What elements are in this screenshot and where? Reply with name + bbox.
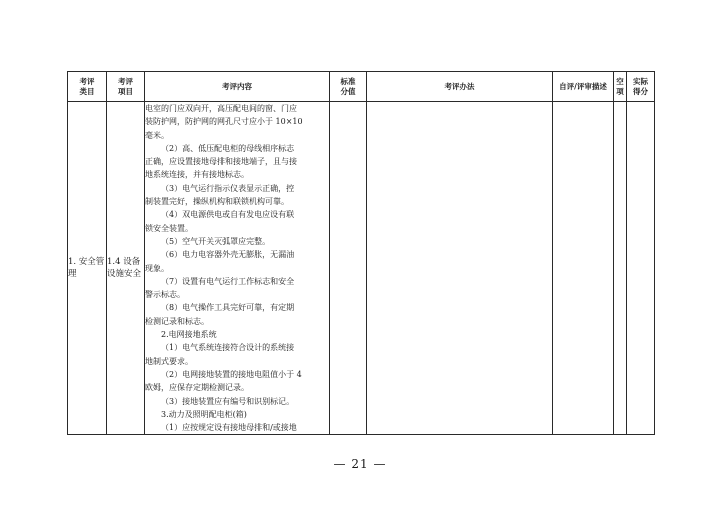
content-cell <box>145 102 330 435</box>
content-line: 检测记录和标志。 <box>145 316 209 326</box>
header-self-review-description: 自评/评审描述 <box>553 72 614 102</box>
content-line: （7）设置有电气运行工作标志和安全 <box>161 276 295 286</box>
self-eval-cell <box>553 102 614 435</box>
content-line: （5）空气开关灭弧罩应完整。 <box>161 236 271 246</box>
content-line: （3）接地装置应有编号和识别标记。 <box>161 396 295 406</box>
content-line: 2.电网接地系统 <box>161 330 217 340</box>
header-standard-score: 标准 分值 <box>330 72 367 102</box>
content-line: 欧姆，应保存定期检测记录。 <box>145 383 249 393</box>
content-line: 锁安全装置。 <box>145 223 193 233</box>
header-evaluation-method: 考评办法 <box>367 72 553 102</box>
content-line: 地系统连接，并有接地标志。 <box>145 170 249 180</box>
content-line: 正确，应设置接地母排和接地端子，且与接 <box>145 157 297 167</box>
content-line: （1）电气系统连接符合设计的系统接 <box>161 343 295 353</box>
header-evaluation-item: 考评 项目 <box>107 72 145 102</box>
content-line: 电室的门应双向开，高压配电间的窗、门应 <box>145 104 297 113</box>
category-cell <box>68 102 107 435</box>
method-cell <box>367 102 553 435</box>
actual-score-cell <box>627 102 655 435</box>
category-text: 1. 安全管理 <box>68 257 105 280</box>
header-evaluation-category: 考评 类目 <box>68 72 107 102</box>
header-evaluation-content: 考评内容 <box>145 72 330 102</box>
content-lines <box>145 102 329 434</box>
header-empty-item: 空 项 <box>614 72 627 102</box>
content-line: （2）电网接地装置的接地电阻值小于 4 <box>161 369 302 379</box>
page-number: — 21 — <box>333 457 387 471</box>
content-line: （4）双电源供电或自有发电应设有联 <box>161 210 295 220</box>
item-text: 1.4 设备设施安全 <box>107 257 142 280</box>
content-line: 地制式要求。 <box>145 356 193 366</box>
content-line: 3.动力及照明配电柜(箱) <box>161 409 247 419</box>
header-actual-score: 实际 得分 <box>627 72 655 102</box>
content-line: 现象。 <box>145 263 169 273</box>
content-line: （3）电气运行指示仪表显示正确，控 <box>161 183 295 193</box>
item-cell <box>107 102 145 435</box>
content-line: （8）电气操作工具完好可靠，有定期 <box>161 303 295 313</box>
content-line: （2）高、低压配电柜的母线相序标志 <box>161 143 295 153</box>
content-line: 制装置完好，操纵机构和联锁机构可靠。 <box>145 197 289 207</box>
empty-item-cell <box>614 102 627 435</box>
content-line: （1）应按规定设有接地母排和/或接地 <box>161 423 297 433</box>
content-line: 装防护网，防护网的网孔尺寸应小于 10×10 <box>145 117 303 127</box>
table-row <box>68 102 655 435</box>
score-cell <box>330 102 367 435</box>
evaluation-table <box>67 71 655 435</box>
table-header-row <box>68 72 655 102</box>
content-line: 毫米。 <box>145 130 169 140</box>
content-line: （6）电力电容器外壳无膨胀，无漏油 <box>161 250 295 260</box>
content-line: 警示标志。 <box>145 290 185 300</box>
